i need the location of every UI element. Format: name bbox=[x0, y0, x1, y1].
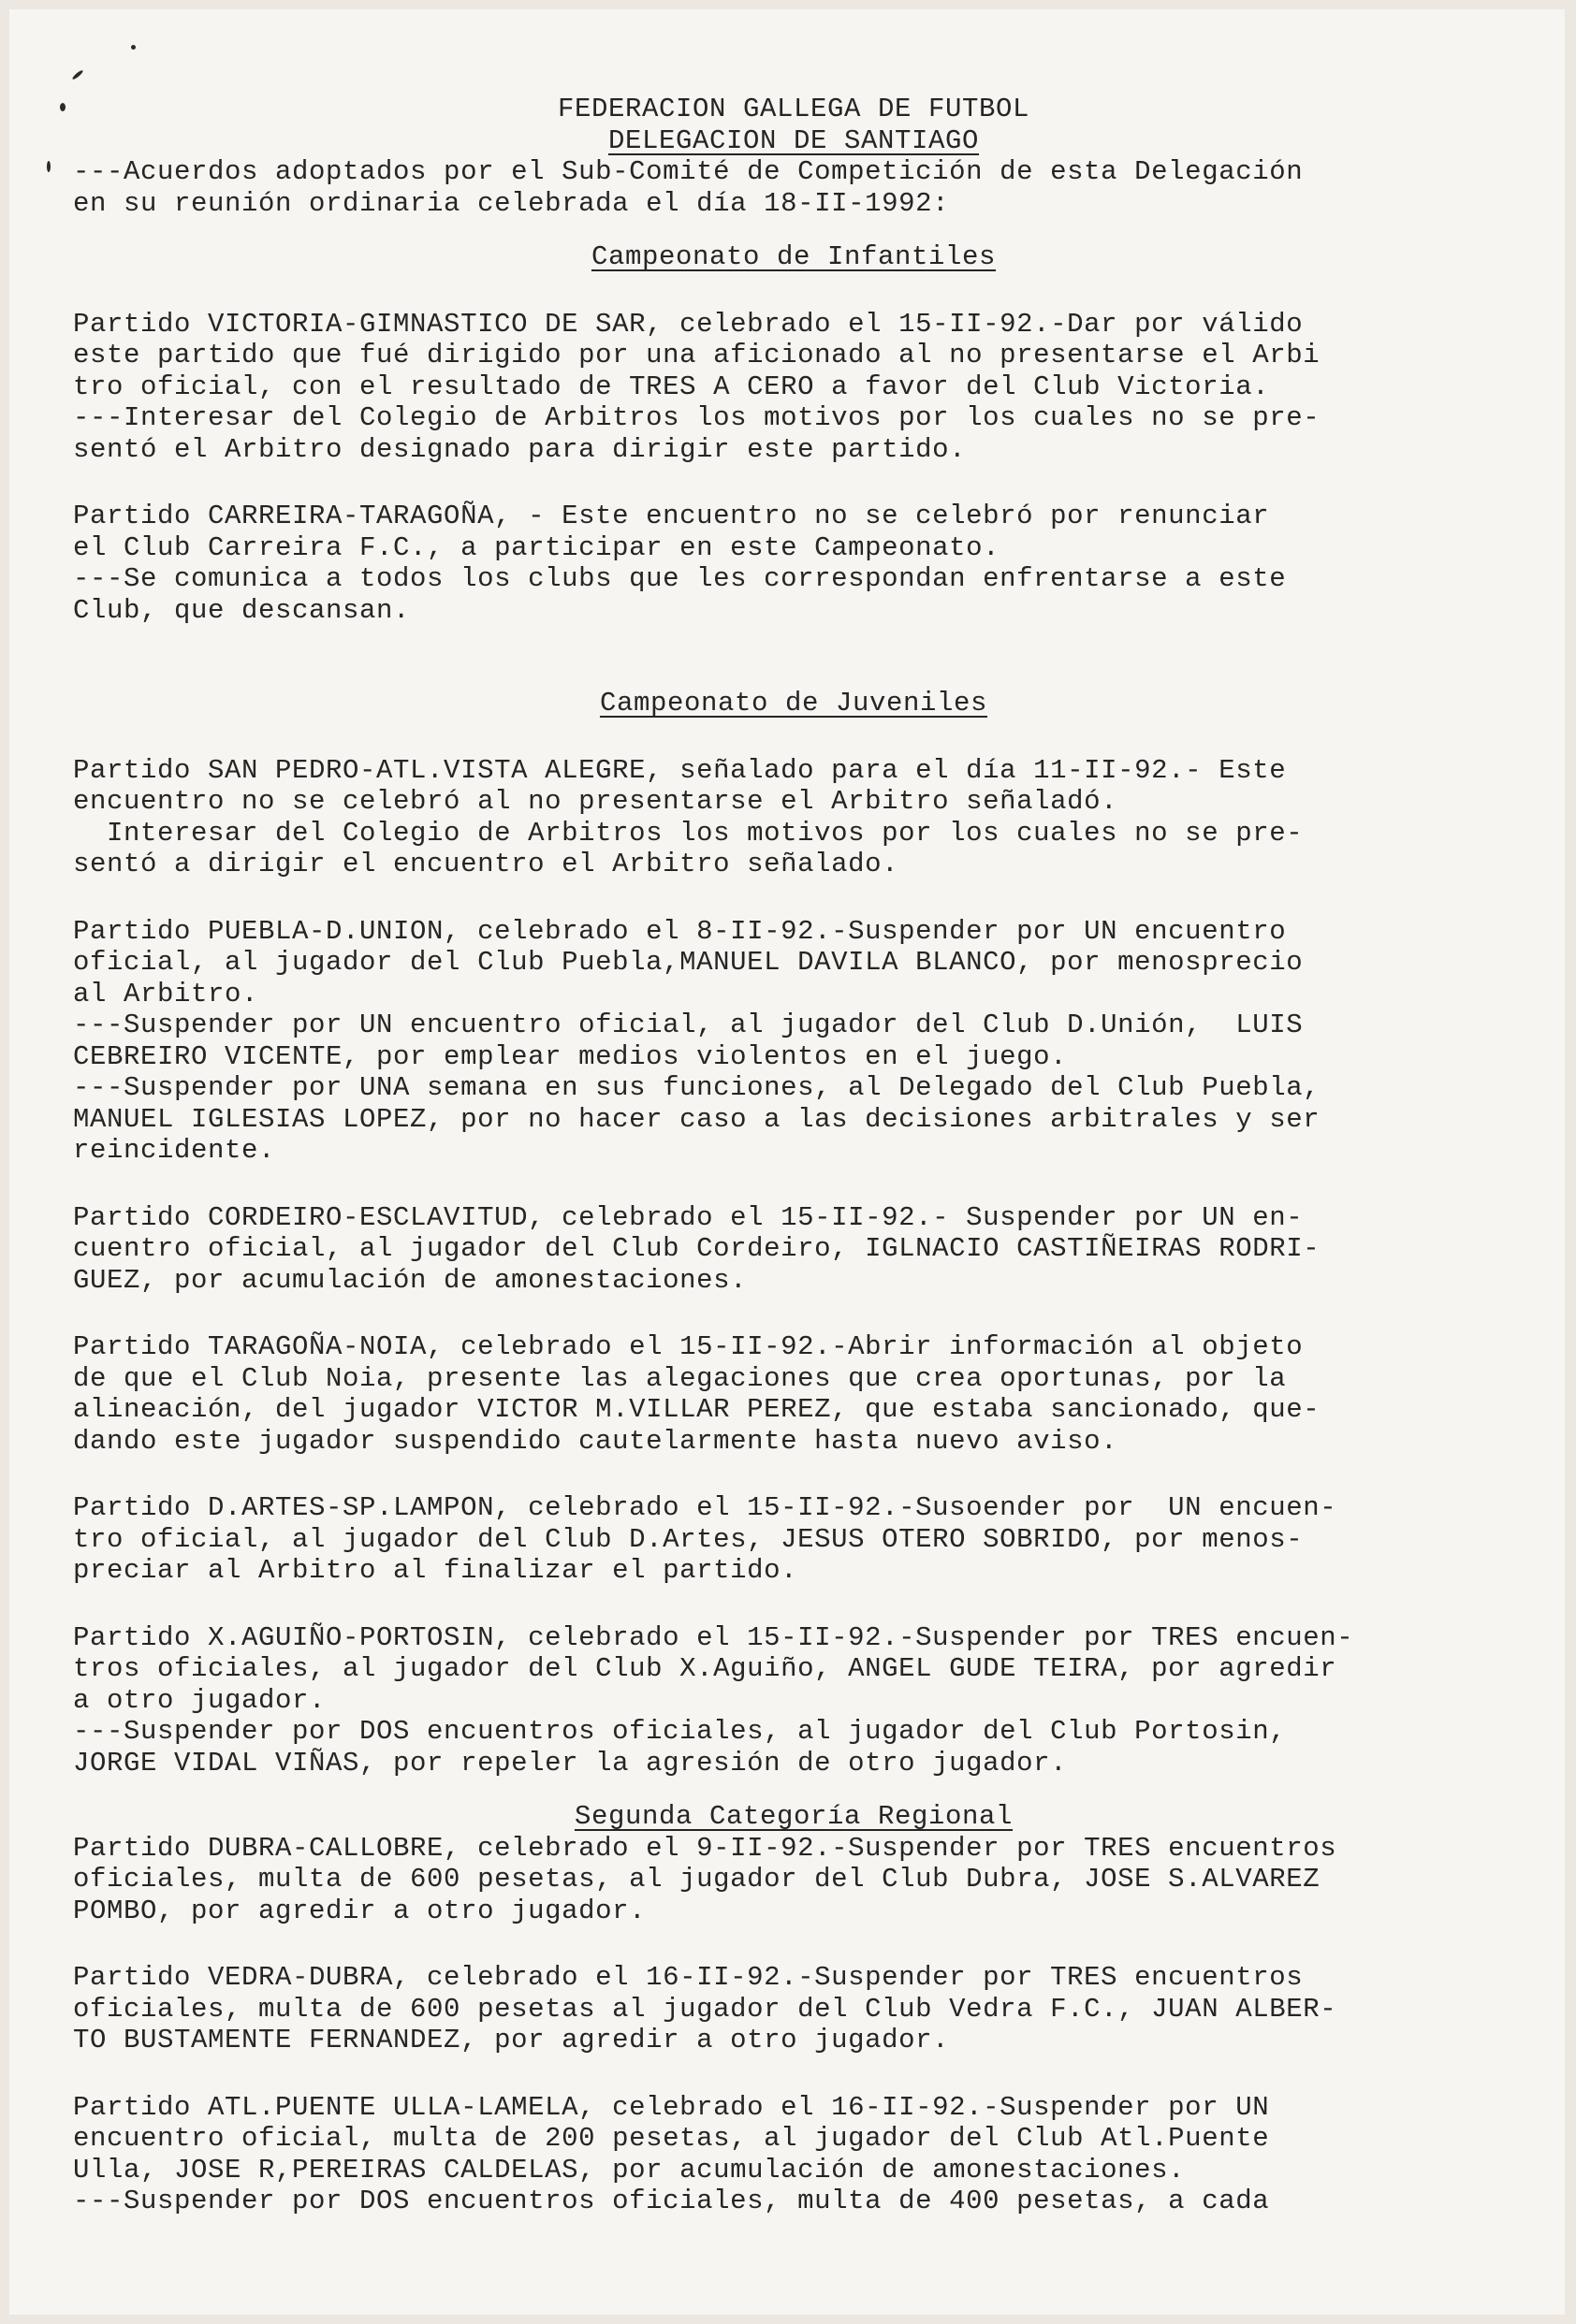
paragraph-dubra-callobre: Partido DUBRA-CALLOBRE, celebrado el 9-II-92.-Suspender por TRES encuentros oficiales, multa de 600 pesetas, al jugador del Club Dubra, JOSE S.ALVAREZ POMBO, por agredir a otro jugador. bbox=[73, 1832, 1337, 1926]
paragraph-puebla-union: Partido PUEBLA-D.UNION, celebrado el 8-II-92.-Suspender por UN encuentro oficial, al jugador del Club Puebla,MANUEL DAVILA BLANCO, por menosprecio al Arbitro. ---Suspender por UN encuentro oficial, al jugador del Club D.Unión, LUIS CEBREIRO VICENTE, por emplear medios violentos en el juego. ---Suspender por UNA semana en sus funciones, al Delegado del Club Puebla, MANUEL IGLESIAS LOPEZ, por no hacer caso a las decisiones arbitrales y ser reincidente. bbox=[73, 915, 1321, 1166]
paragraph-aguino-portosin: Partido X.AGUIÑO-PORTOSIN, celebrado el 15-II-92.-Suspender por TRES encuen- tros oficiales, al jugador del Club X.Aguiño, ANGEL GUDE TEIRA, por agredir a otro jugador. ---Suspender por DOS encuentros oficiales, al jugador del Club Portosin, JORGE VIDAL VIÑAS, por repeler la agresión de otro jugador. bbox=[73, 1621, 1354, 1779]
heading-segunda-regional: Segunda Categoría Regional bbox=[574, 1801, 1014, 1832]
paragraph-san-pedro: Partido SAN PEDRO-ATL.VISTA ALEGRE, señalado para el día 11-II-92.- Este encuentro no se celebró al no presentarse el Arbitro señaladó. Interesar del Colegio de Arbitros los motivos por los cuales no se pre- sentó a dirigir el encuentro el Arbitro señalado. bbox=[73, 754, 1304, 879]
paragraph-puente-ulla-lamela: Partido ATL.PUENTE ULLA-LAMELA, celebrado el 16-II-92.-Suspender por UN encuentro oficial, multa de 200 pesetas, al jugador del Club Atl.Puente Ulla, JOSE R,PEREIRAS CALDELAS, por acumulación de amonestaciones. ---Suspender por DOS encuentros oficiales, multa de 400 pesetas, a cada bbox=[73, 2091, 1270, 2216]
intro-paragraph: ---Acuerdos adoptados por el Sub-Comité de Competición de esta Delegación en su reunión ordinaria celebrada el día 18-II-1992: bbox=[73, 156, 1304, 219]
ink-speck bbox=[47, 161, 51, 172]
delegation-title: DELEGACION DE SANTIAGO bbox=[607, 124, 980, 156]
paragraph-carreira-taragona: Partido CARREIRA-TARAGOÑA, - Este encuentro no se celebró por renunciar el Club Carreira F.C., a participar en este Campeonato. ---Se comunica a todos los clubs que les correspondan enfrentarse a este Club, que descansan. bbox=[73, 501, 1287, 626]
ink-speck bbox=[131, 45, 136, 50]
paragraph-artes-lampon: Partido D.ARTES-SP.LAMPON, celebrado el 15-II-92.-Susoender por UN encuen- tro oficial, al jugador del Club D.Artes, JESUS OTERO SOBRIDO, por menos- preciar al Arbitro al finalizar el partido. bbox=[73, 1492, 1337, 1586]
ink-speck bbox=[60, 103, 66, 111]
heading-infantiles: Campeonato de Infantiles bbox=[591, 241, 997, 272]
document-body bbox=[73, 94, 1514, 2217]
paragraph-cordeiro-esclavitud: Partido CORDEIRO-ESCLAVITUD, celebrado el 15-II-92.- Suspender por UN en- cuentro oficial, al jugador del Club Cordeiro, IGLNACIO CASTIÑEIRAS RODRI- GUEZ, por acumulación de amonestaciones. bbox=[73, 1201, 1321, 1296]
federation-title: FEDERACION GALLEGA DE FUTBOL bbox=[557, 94, 1030, 124]
paragraph-victoria-gimnastico: Partido VICTORIA-GIMNASTICO DE SAR, celebrado el 15-II-92.-Dar por válido este partido que fué dirigido por una aficionado al no presentarse el Arbi tro oficial, con el resultado de TRES A CERO a favor del Club Victoria. ---Interesar del Colegio de Arbitros los motivos por los cuales no se pre- sentó el Arbitro designado para dirigir este partido. bbox=[73, 308, 1321, 465]
heading-juveniles: Campeonato de Juveniles bbox=[599, 688, 988, 719]
paragraph-taragona-noia: Partido TARAGOÑA-NOIA, celebrado el 15-II-92.-Abrir información al objeto de que el Club Noia, presente las alegaciones que crea oportunas, por la alineación, del jugador VICTOR M.VILLAR PEREZ, que estaba sancionado, que- dando este jugador suspendido cautelarmente hasta nuevo aviso. bbox=[73, 1331, 1321, 1457]
paragraph-vedra-dubra: Partido VEDRA-DUBRA, celebrado el 16-II-92.-Suspender por TRES encuentros oficiales, multa de 600 pesetas al jugador del Club Vedra F.C., JUAN ALBER- TO BUSTAMENTE FERNANDEZ, por agredir a otro jugador. bbox=[73, 1962, 1337, 2055]
